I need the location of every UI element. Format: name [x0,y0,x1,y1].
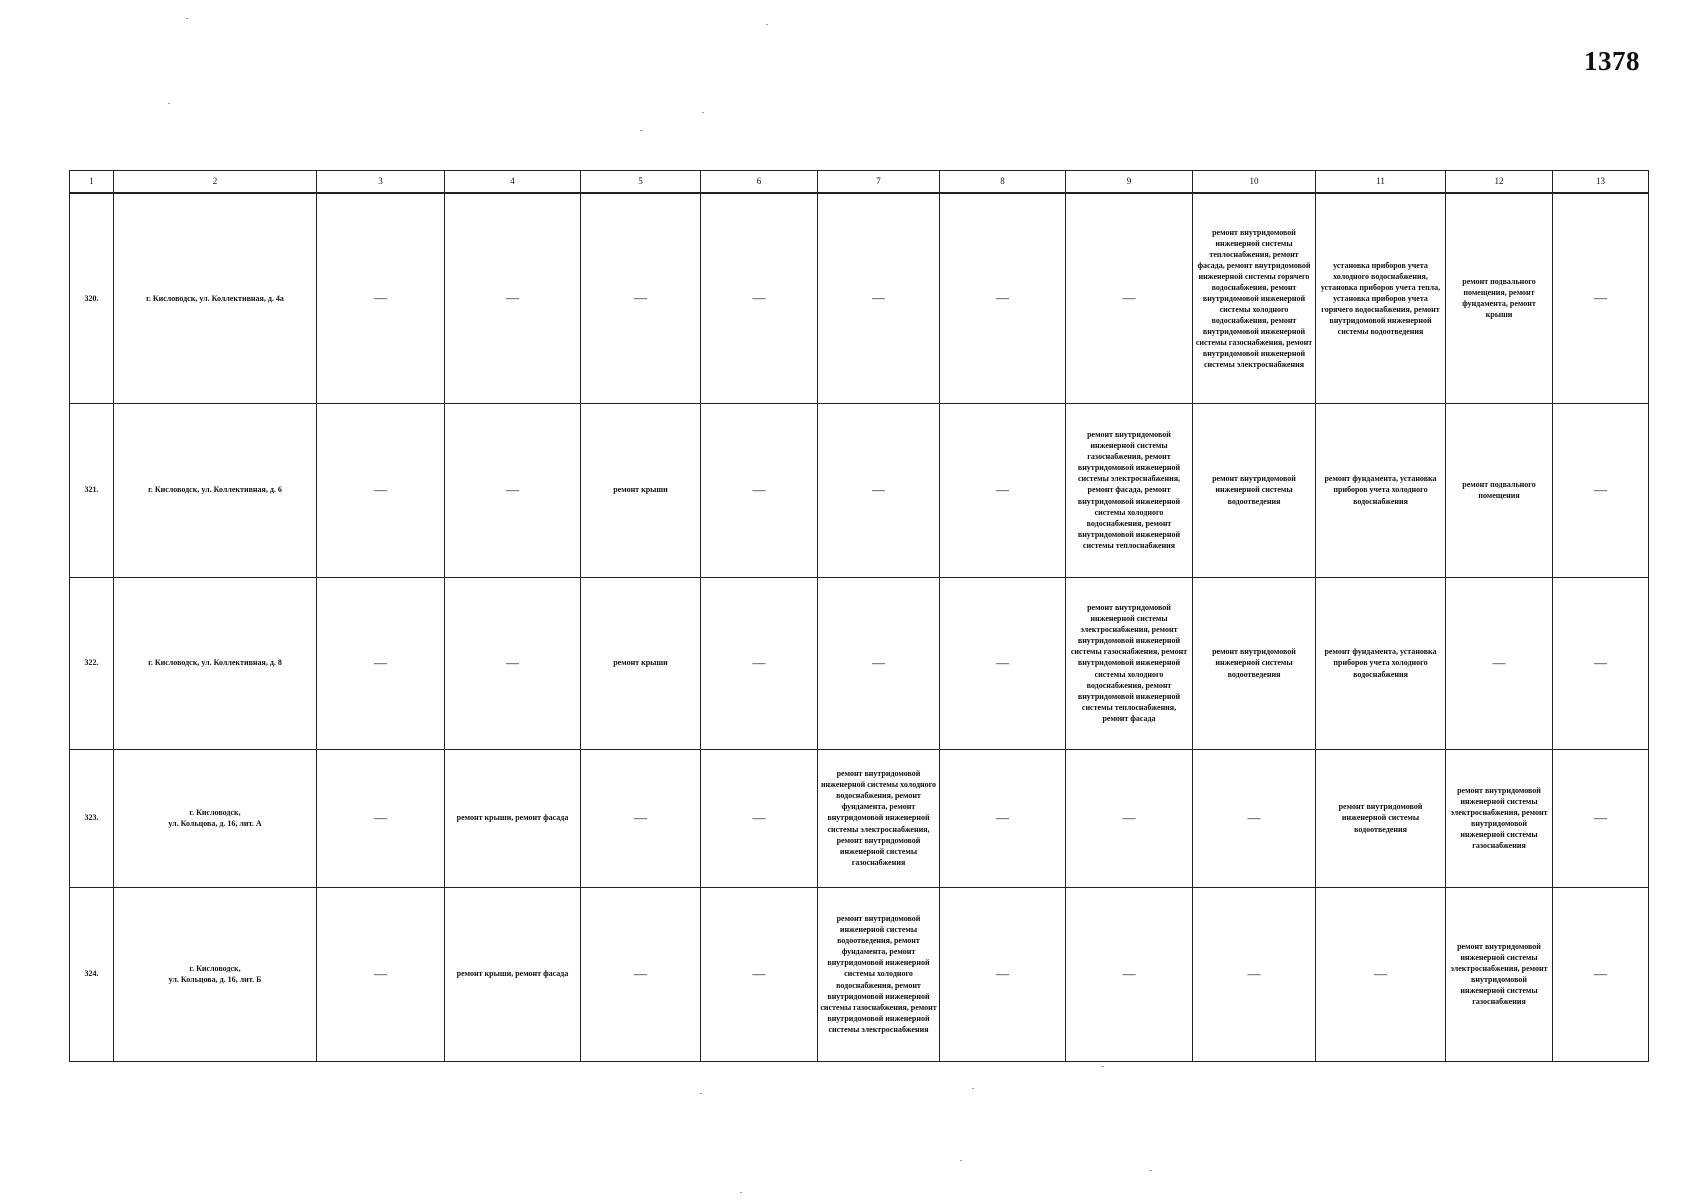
empty-cell [317,577,445,749]
column-header: 7 [818,171,940,194]
column-header: 8 [940,171,1066,194]
dash-mark: — [752,966,766,982]
dash-mark: — [506,482,519,498]
dash-mark: — [996,290,1009,306]
work-description-cell: ремонт внутридомовой инженерной системы водоотведения, ремонт фундамента, ремонт внутридомовой инженерной системы холодного водоснабжения, ремонт внутридомовой инженерной системы газоснабжения, ремонт внутридомовой инженерной системы электроснабжения [818,887,940,1061]
empty-cell [1553,887,1649,1061]
work-description-cell: ремонт внутридомовой инженерной системы электроснабжения, ремонт внутридомовой инженерной системы газоснабжения [1446,749,1553,887]
dash-mark: — [872,655,885,671]
empty-cell [940,749,1066,887]
dash-mark: — [1594,966,1607,982]
empty-cell [940,577,1066,749]
repair-schedule-table [69,170,1649,1062]
work-description-cell: ремонт крыши [581,577,701,749]
empty-cell [818,403,940,577]
dash-mark: — [374,810,387,826]
dash-mark: — [634,810,647,826]
work-description-cell: ремонт крыши [581,403,701,577]
work-description-cell: ремонт внутридомовой инженерной системы водоотведения [1193,577,1316,749]
empty-cell [1553,193,1649,403]
empty-cell [1066,193,1193,403]
table-row [70,403,1649,577]
work-description-cell: ремонт крыши, ремонт фасада [445,887,581,1061]
empty-cell [1193,749,1316,887]
dash-mark: — [1122,290,1136,306]
work-description-cell: ремонт фундамента, установка приборов учета холодного водоснабжения [1316,577,1446,749]
table-row [70,749,1649,887]
empty-cell [445,403,581,577]
dash-mark: — [634,966,647,982]
dash-mark: — [996,655,1009,671]
dash-mark: — [996,966,1009,982]
dash-mark: — [506,655,519,671]
column-number-row [70,171,1649,194]
empty-cell [1446,577,1553,749]
dash-mark: — [1594,290,1607,306]
work-description-cell: ремонт внутридомовой инженерной системы водоотведения [1316,749,1446,887]
table-row [70,887,1649,1061]
empty-cell [445,193,581,403]
row-number-cell: 323. [70,749,114,887]
dash-mark: — [1492,655,1506,671]
table-body [70,193,1649,1061]
empty-cell [940,403,1066,577]
empty-cell [445,577,581,749]
dash-mark: — [1594,810,1607,826]
column-header: 4 [445,171,581,194]
work-description-cell: ремонт фундамента, установка приборов учета холодного водоснабжения [1316,403,1446,577]
dash-mark: — [872,482,885,498]
empty-cell [818,193,940,403]
empty-cell [940,887,1066,1061]
table-row [70,193,1649,403]
address-cell: г. Кисловодск, ул. Коллективная, д. 6 [114,403,317,577]
empty-cell [701,403,818,577]
empty-cell [701,193,818,403]
work-description-cell: ремонт внутридомовой инженерной системы холодного водоснабжения, ремонт фундамента, ремонт внутридомовой инженерной системы электроснабжения, ремонт внутридомовой инженерной системы газоснабжения [818,749,940,887]
address-cell: г. Кисловодск, ул. Коллективная, д. 8 [114,577,317,749]
work-description-cell: ремонт внутридомовой инженерной системы электроснабжения, ремонт внутридомовой инженерной системы газоснабжения [1446,887,1553,1061]
work-description-cell: ремонт подвального помещения, ремонт фундамента, ремонт крыши [1446,193,1553,403]
empty-cell [1553,403,1649,577]
dash-mark: — [1122,810,1136,826]
dash-mark: — [1594,482,1607,498]
dash-mark: — [506,290,519,306]
work-description-cell: ремонт внутридомовой инженерной системы водоотведения [1193,403,1316,577]
empty-cell [818,577,940,749]
column-header: 2 [114,171,317,194]
dash-mark: — [752,482,766,498]
dash-mark: — [1594,655,1607,671]
address-cell: г. Кисловодск, ул. Коллективная, д. 4а [114,193,317,403]
work-description-cell: ремонт внутридомовой инженерной системы теплоснабжения, ремонт фасада, ремонт внутридомовой инженерной системы горячего водоснабжения, ремонт внутридомовой инженерной системы холодного водоснабжения, ремонт внутридомовой инженерной системы газоснабжения, ремонт внутридомовой инженерной системы электроснабжения [1193,193,1316,403]
address-cell: г. Кисловодск, ул. Кольцова, д. 16, лит. Б [114,887,317,1061]
dash-mark: — [374,655,387,671]
column-header: 10 [1193,171,1316,194]
dash-mark: — [752,810,766,826]
empty-cell [1316,887,1446,1061]
dash-mark: — [634,290,647,306]
row-number-cell: 321. [70,403,114,577]
empty-cell [1066,749,1193,887]
dash-mark: — [1247,810,1261,826]
address-cell: г. Кисловодск, ул. Кольцова, д. 16, лит. А [114,749,317,887]
column-header: 9 [1066,171,1193,194]
empty-cell [317,193,445,403]
dash-mark: — [1374,966,1387,982]
empty-cell [701,749,818,887]
empty-cell [701,577,818,749]
row-number-cell: 324. [70,887,114,1061]
empty-cell [1193,887,1316,1061]
table-row [70,577,1649,749]
column-header: 11 [1316,171,1446,194]
work-description-cell: ремонт подвального помещения [1446,403,1553,577]
work-description-cell: ремонт крыши, ремонт фасада [445,749,581,887]
empty-cell [581,749,701,887]
work-description-cell: ремонт внутридомовой инженерной системы электроснабжения, ремонт внутридомовой инженерной системы газоснабжения, ремонт внутридомовой инженерной системы холодного водоснабжения, ремонт внутридомовой инженерной системы теплоснабжения, ремонт фасада [1066,577,1193,749]
dash-mark: — [752,290,766,306]
dash-mark: — [1122,966,1136,982]
page-number: 1378 [1584,46,1640,76]
column-header: 6 [701,171,818,194]
dash-mark: — [996,810,1009,826]
row-number-cell: 322. [70,577,114,749]
empty-cell [317,887,445,1061]
row-number-cell: 320. [70,193,114,403]
column-header: 13 [1553,171,1649,194]
dash-mark: — [752,655,766,671]
dash-mark: — [374,290,387,306]
column-header: 5 [581,171,701,194]
dash-mark: — [374,482,387,498]
empty-cell [1553,577,1649,749]
empty-cell [581,193,701,403]
work-description-cell: установка приборов учета холодного водоснабжения, установка приборов учета тепла, установка приборов учета горячего водоснабжения, ремонт внутридомовой инженерной системы водоотведения [1316,193,1446,403]
empty-cell [317,749,445,887]
empty-cell [1553,749,1649,887]
column-header: 3 [317,171,445,194]
empty-cell [581,887,701,1061]
empty-cell [701,887,818,1061]
dash-mark: — [1247,966,1261,982]
dash-mark: — [374,966,387,982]
empty-cell [1066,887,1193,1061]
column-header: 12 [1446,171,1553,194]
empty-cell [317,403,445,577]
column-header: 1 [70,171,114,194]
work-description-cell: ремонт внутридомовой инженерной системы газоснабжения, ремонт внутридомовой инженерной системы электроснабжения, ремонт фасада, ремонт внутридомовой инженерной системы холодного водоснабжения, ремонт внутридомовой инженерной системы теплоснабжения [1066,403,1193,577]
dash-mark: — [996,482,1009,498]
empty-cell [940,193,1066,403]
dash-mark: — [872,290,885,306]
